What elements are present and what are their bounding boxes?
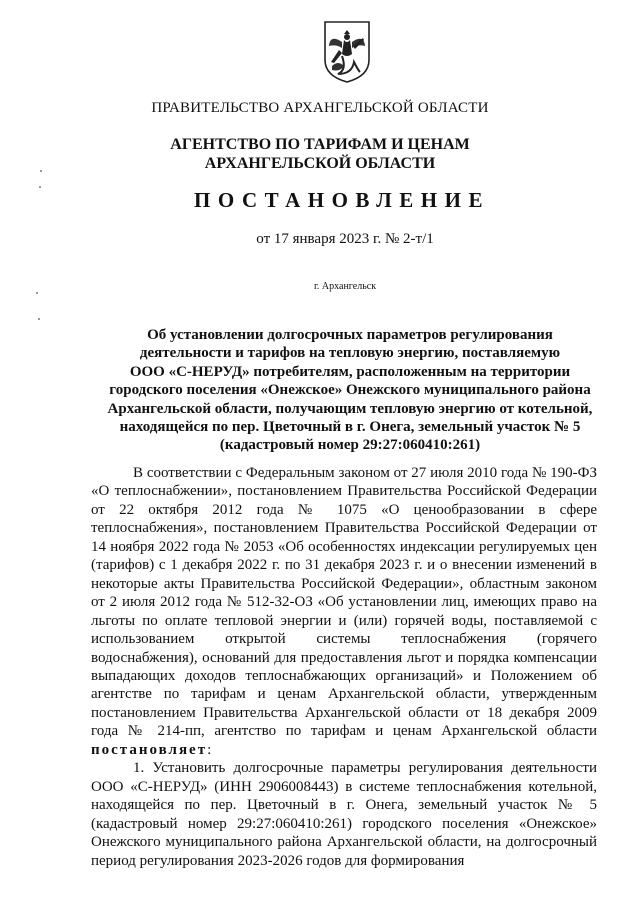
title-line: Архангельской области, получающим тепловую энергию от котельной, (107, 400, 593, 417)
scan-speck (39, 186, 41, 188)
agency-name (0, 135, 640, 173)
scan-speck (40, 170, 42, 172)
archangel-coat-of-arms-icon (322, 20, 372, 84)
document-title (100, 326, 600, 455)
document-body (91, 464, 597, 870)
item-1-paragraph: 1. Установить долгосрочные параметры регулирования деятельности ООО «С-НЕРУД» (ИНН 2906008443) в системе теплоснабжения котельной, находящейся по пер. Цветочный в г. Онега, земельный участок № 5 (кадастровый номер 29:27:060410:261) городского поселения «Онежское» Онежского муниципального района Архангельской области, на долгосрочный период регулирования 2023-2026 годов для формирования (91, 760, 597, 869)
resolves-colon: : (207, 741, 212, 758)
resolves-word: постановляет (91, 741, 208, 758)
government-name: ПРАВИТЕЛЬСТВО АРХАНГЕЛЬСКОЙ ОБЛАСТИ (151, 100, 489, 116)
agency-name-line-1: АГЕНТСТВО ПО ТАРИФАМ И ЦЕНАМ (170, 136, 470, 153)
title-line: деятельности и тарифов на тепловую энергию, поставляемую (139, 345, 561, 362)
date-and-number: от 17 января 2023 г. № 2-т/1 (256, 231, 434, 247)
title-line: находящейся по пер. Цветочный в г. Онега, земельный участок № 5 (119, 419, 581, 436)
agency-name-line-2: АРХАНГЕЛЬСКОЙ ОБЛАСТИ (204, 155, 436, 172)
scan-speck (38, 318, 40, 320)
city: г. Архангельск (313, 281, 377, 292)
title-line: ООО «С-НЕРУД» потребителям, расположенным на территории (129, 363, 571, 380)
title-line: Об установлении долгосрочных параметров регулирования (147, 327, 553, 343)
preamble-text: В соответствии с Федеральным законом от 27 июля 2010 года № 190-ФЗ «О теплоснабжении», постановлением Правительства Российской Федерации от 22 октября 2012 года № 1075 «О ценообразовании в сфере теплоснабжения», постановлением Правительства Российской Федерации от 14 ноября 2022 года № 2053 «Об особенностях индексации регулируемых цен (тарифов) с 1 декабря 2022 г. по 31 декабря 2023 г. и о внесении изменений в некоторые акты Правительства Российской Федерации», областным законом от 2 июля 2012 года № 512-32-ОЗ «Об установлении лиц, имеющих право на льготы по оплате тепловой энергии и (или) горячей воды, поставляемой с использованием открытой системы теплоснабжения (горячего водоснабжения), оснований для предоставления льгот и порядка компенсации выпадающих доходов теплоснабжающих организаций» и Положением об агентстве по тарифам и ценам Архангельской области, утвержденным постановлением Правительства Архангельской области от 18 декабря 2009 года № 214-пп, агентство по тарифам и ценам Архангельской области (91, 465, 597, 740)
scan-speck (36, 292, 38, 294)
title-line: городского поселения «Онежское» Онежского муниципального района (109, 382, 591, 399)
title-line: (кадастровый номер 29:27:060410:261) (219, 437, 481, 454)
preamble-paragraph (91, 464, 597, 759)
document-type: ПОСТАНОВЛЕНИЕ (194, 188, 490, 212)
